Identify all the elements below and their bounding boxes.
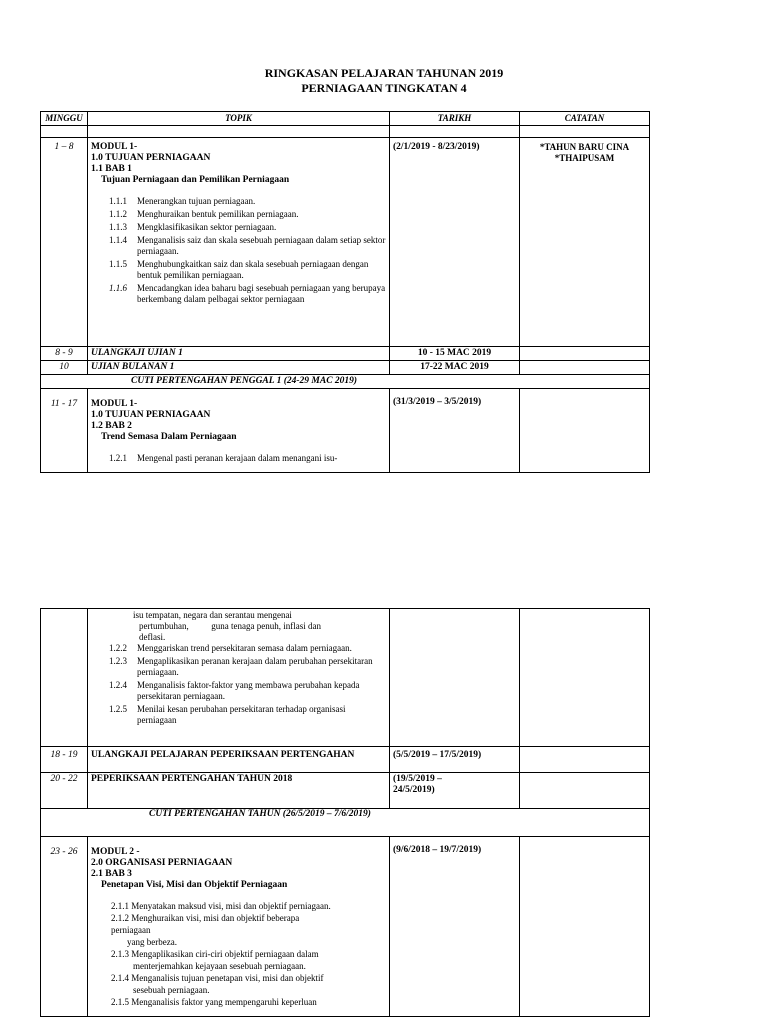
list-item — [91, 453, 386, 464]
objective-text: Menganalisis faktor-faktor yang membawa perubahan kepada persekitaran perniagaan. — [137, 680, 360, 701]
lesson-table-page2 — [40, 608, 650, 1017]
objective-text: sesebuah perniagaan. — [133, 985, 210, 995]
objective-text: Menilai kesan perubahan persekitaran terhadap organisasi perniagaan — [137, 704, 346, 725]
table-row — [41, 375, 650, 389]
table-row — [41, 138, 650, 347]
objective-number: 1.2.4 — [109, 680, 127, 690]
topic-cell: ULANGKAJI UJIAN 1 — [88, 347, 390, 361]
objective-text: 2.1.1 Menyatakan maksud visi, misi dan objektif perniagaan. — [111, 901, 331, 911]
week-cell: 8 - 9 — [41, 347, 88, 361]
topic-cell — [88, 389, 390, 473]
objective-text: yang berbeza. — [127, 937, 177, 947]
section-label: 2.0 ORGANISASI PERNIAGAAN — [91, 858, 233, 868]
bab-label: 2.1 BAB 3 — [91, 869, 132, 879]
table-row — [41, 609, 650, 747]
bab-label: 1.1 BAB 1 — [91, 164, 132, 174]
topic-cell — [88, 837, 390, 1017]
objective-text: Menghuraikan bentuk pemilikan perniagaan. — [137, 209, 299, 219]
continued-text: isu tempatan, negara dan serantau mengenai — [133, 610, 292, 620]
date-cell — [390, 773, 520, 809]
list-item — [91, 656, 386, 678]
date-cell: (2/1/2019 - 8/23/2019) — [390, 138, 520, 347]
doc-title-line2: PERNIAGAAN TINGKATAN 4 — [301, 81, 467, 95]
week-cell: 20 - 22 — [41, 773, 88, 809]
topic-cell: ULANGKAJI PELAJARAN PEPERIKSAAN PERTENGAHAN — [88, 747, 390, 773]
note-cell — [520, 361, 650, 375]
table-row — [41, 747, 650, 773]
blank-cell — [88, 126, 390, 138]
list-item — [91, 222, 386, 233]
week-cell: 1 – 8 — [41, 138, 88, 347]
table-row — [41, 837, 650, 1017]
topic-cell: PEPERIKSAAN PERTENGAHAN TAHUN 2018 — [88, 773, 390, 809]
objective-number: 1.2.5 — [109, 704, 127, 714]
header-catatan: CATATAN — [520, 112, 650, 126]
bab-label: 1.2 BAB 2 — [91, 421, 132, 431]
objective-text: 2.1.4 Menganalisis tujuan penetapan visi, misi dan objektif — [111, 973, 324, 983]
objective-text: Mengklasifikasikan sektor perniagaan. — [137, 222, 277, 232]
blank-cell — [390, 126, 520, 138]
objective-text: Menganalisis saiz dan skala sesebuah perniagaan dalam setiap sektor perniagaan. — [137, 235, 386, 256]
table-row — [41, 361, 650, 375]
module-label: MODUL 2 - — [91, 847, 140, 857]
note-cell — [520, 347, 650, 361]
module-label: MODUL 1- — [91, 399, 138, 409]
objective-list — [91, 196, 386, 305]
list-item — [91, 235, 386, 257]
objective-text: Mengenal pasti peranan kerajaan dalam menangani isu- — [137, 453, 338, 463]
list-item — [91, 259, 386, 281]
objective-text: Mencadangkan idea baharu bagi sesebuah perniagaan yang berupaya berkembang dalam pelbagai sektor perniagaan — [137, 283, 386, 304]
doc-title-line1: RINGKASAN PELAJARAN TAHUNAN 2019 — [264, 66, 504, 80]
objective-text: Menerangkan tujuan perniagaan. — [137, 196, 256, 206]
header-minggu: MINGGU — [41, 112, 88, 126]
objective-number: 1.1.4 — [109, 235, 127, 245]
topic-cell: UJIAN BULANAN 1 — [88, 361, 390, 375]
list-item — [91, 196, 386, 207]
objective-text: perniagaan — [111, 925, 151, 935]
week-cell: 10 — [41, 361, 88, 375]
holiday-row: CUTI PERTENGAHAN TAHUN (26/5/2019 – 7/6/2019) — [41, 809, 650, 837]
note-cell — [520, 389, 650, 473]
module-label: MODUL 1- — [91, 142, 138, 152]
header-topik: TOPIK — [88, 112, 390, 126]
objective-number: 1.2.1 — [109, 453, 127, 463]
note-cell — [520, 837, 650, 1017]
objective-number: 1.1.5 — [109, 259, 127, 269]
note-cell — [520, 609, 650, 747]
objective-number: 1.1.2 — [109, 209, 127, 219]
section-label: 1.0 TUJUAN PERNIAGAAN — [91, 153, 211, 163]
date-cell: (31/3/2019 – 3/5/2019) — [390, 389, 520, 473]
objective-number: 1.2.3 — [109, 656, 127, 666]
table-row — [41, 347, 650, 361]
note-cell — [520, 747, 650, 773]
week-cell: 18 - 19 — [41, 747, 88, 773]
objective-number: 1.1.1 — [109, 196, 127, 206]
objective-text: Menghubungkaitkan saiz dan skala sesebuah perniagaan dengan bentuk pemilikan perniagaan. — [137, 259, 369, 280]
date-cell: (9/6/2018 – 19/7/2019) — [390, 837, 520, 1017]
note-cell — [520, 773, 650, 809]
date-cell: (5/5/2019 – 17/5/2019) — [390, 747, 520, 773]
week-cell: 23 - 26 — [41, 837, 88, 1017]
list-item — [91, 283, 386, 305]
bab-title: Penetapan Visi, Misi dan Objektif Perniagaan — [101, 880, 288, 890]
list-item — [91, 680, 386, 702]
bab-title: Tujuan Perniagaan dan Pemilikan Perniagaan — [101, 175, 290, 185]
note-line: *THAIPUSAM — [554, 153, 615, 163]
objective-text: 2.1.2 Menghuraikan visi, misi dan objektif beberapa — [111, 913, 300, 923]
objective-text: 2.1.3 Mengaplikasikan ciri-ciri objektif perniagaan dalam — [111, 949, 319, 959]
list-item — [91, 704, 386, 726]
week-cell — [41, 609, 88, 747]
date-line: 24/5/2019) — [393, 785, 435, 795]
note-line: *TAHUN BARU CINA — [539, 142, 630, 152]
header-tarikh: TARIKH — [390, 112, 520, 126]
lesson-table-page1 — [40, 111, 650, 473]
topic-cell — [88, 138, 390, 347]
blank-cell — [41, 126, 88, 138]
table-row — [41, 389, 650, 473]
bab-title: Trend Semasa Dalam Perniagaan — [101, 432, 237, 442]
continued-text: deflasi. — [139, 632, 166, 642]
continued-text: pertumbuhan, guna tenaga penuh, inflasi dan — [139, 621, 321, 631]
objective-number: 1.2.2 — [109, 643, 127, 653]
section-label: 1.0 TUJUAN PERNIAGAAN — [91, 410, 211, 420]
objective-text: menterjemahkan kejayaan sesebuah perniagaan. — [133, 961, 306, 971]
table-row — [41, 809, 650, 837]
objective-number: 1.1.6 — [109, 283, 127, 293]
date-line: (19/5/2019 – — [393, 774, 442, 784]
date-cell — [390, 609, 520, 747]
objective-text: 2.1.5 Menganalisis faktor yang mempengaruhi keperluan — [111, 997, 317, 1007]
list-item — [91, 209, 386, 220]
date-cell: 17-22 MAC 2019 — [390, 361, 520, 375]
holiday-row: CUTI PERTENGAHAN PENGGAL 1 (24-29 MAC 2019) — [41, 375, 650, 389]
note-cell — [520, 138, 650, 347]
blank-cell — [520, 126, 650, 138]
list-item — [91, 643, 386, 654]
date-cell: 10 - 15 MAC 2019 — [390, 347, 520, 361]
objective-text: Mengaplikasikan peranan kerajaan dalam perubahan persekitaran perniagaan. — [137, 656, 373, 677]
week-cell: 11 - 17 — [41, 389, 88, 473]
topic-cell — [88, 609, 390, 747]
table-row — [41, 773, 650, 809]
objective-text: Menggariskan trend persekitaran semasa dalam perniagaan. — [137, 643, 352, 653]
objective-number: 1.1.3 — [109, 222, 127, 232]
